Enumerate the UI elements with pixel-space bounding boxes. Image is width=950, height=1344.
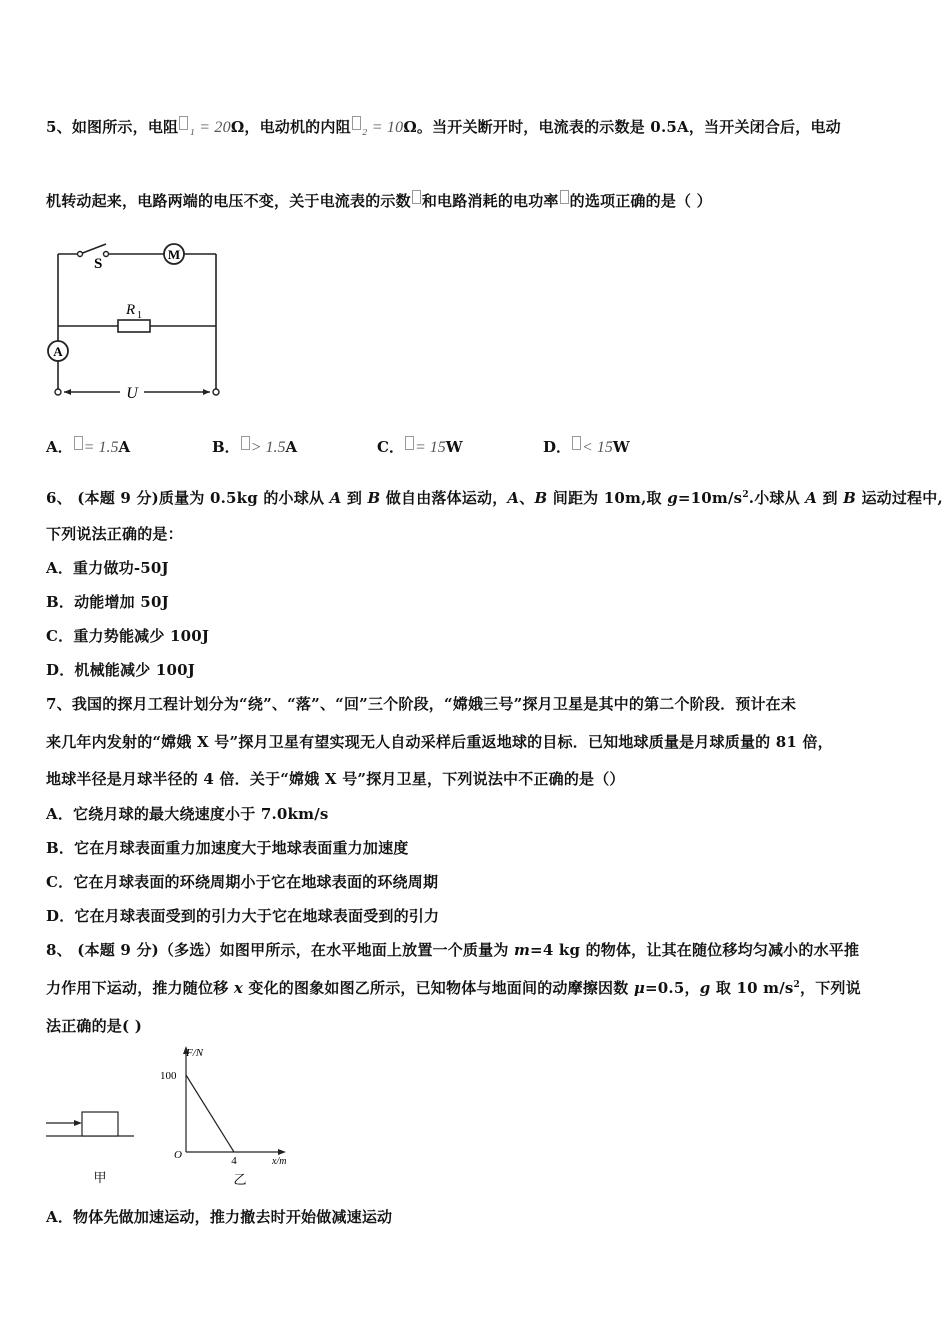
q5-text: 机转动起来，电路两端的电压不变，关于电流表的示数 — [46, 192, 411, 210]
missing-glyph-icon — [572, 436, 581, 450]
q7-line-1: 7、我国的探月工程计划分为“绕”、“落”、“回”三个阶段，“嫦娥三号”探月卫星是其中的第二个阶段．预计在未 — [46, 695, 797, 713]
motor-label: M — [167, 247, 181, 262]
q5-option-c: C． = 15W — [377, 438, 463, 456]
voltage-label: U — [126, 385, 138, 402]
q6-line-2: 下列说法正确的是： — [46, 525, 183, 543]
missing-glyph-icon — [560, 190, 569, 204]
graph-x-tick: 4 — [231, 1155, 237, 1167]
q7-line-3: 地球半径是月球半径的 4 倍．关于“嫦娥 X 号”探月卫星，下列说法中不正确的是（） — [46, 770, 625, 788]
graph-y-tick: 100 — [160, 1070, 177, 1082]
q5-text: 5、如图所示，电阻 — [46, 118, 179, 136]
q7-line-2: 来几年内发射的“嫦娥 X 号”探月卫星有望实现无人自动采样后重返地球的目标．已知地球质量是月球质量的 81 倍， — [46, 733, 833, 751]
resistor-subscript: 1 — [137, 310, 142, 321]
q5-text: Ω，电动机的内阻 — [230, 118, 351, 136]
figure-caption-jia: 甲 — [93, 1170, 107, 1185]
q5-line-2 — [46, 190, 712, 211]
q8-option-a: A．物体先做加速运动，推力撤去时开始做减速运动 — [46, 1208, 393, 1226]
missing-glyph-icon — [412, 190, 421, 204]
graph-origin: O — [174, 1149, 182, 1161]
missing-glyph-icon — [352, 116, 361, 130]
q8-line-1: 8、 (本题 9 分)（多选）如图甲所示，在水平地面上放置一个质量为 m=4 kg 的物体，让其在随位移均匀减小的水平推 — [46, 941, 860, 959]
missing-glyph-icon — [74, 436, 83, 450]
q6-option-c: C．重力势能减少 100J — [46, 627, 210, 645]
q7-option-a: A．它绕月球的最大绕速度小于 7.0km/s — [46, 805, 329, 823]
force-line — [186, 1075, 234, 1152]
ammeter-label: A — [53, 344, 63, 359]
q6-option-a: A．重力做功-50J — [46, 559, 169, 577]
q7-option-b: B．它在月球表面重力加速度大于地球表面重力加速度 — [46, 839, 409, 857]
missing-glyph-icon — [241, 436, 250, 450]
q7-option-d: D．它在月球表面受到的引力大于它在地球表面受到的引力 — [46, 907, 440, 925]
q5-option-b: B． > 1.5A — [212, 438, 298, 456]
q5-text: 的选项正确的是（ ） — [569, 192, 712, 210]
block-figure — [44, 1106, 140, 1186]
switch-label: S — [94, 256, 103, 272]
q5-option-a: A． = 1.5A — [46, 438, 131, 456]
graph-y-label: F/N — [186, 1047, 204, 1059]
circuit-diagram — [44, 236, 224, 406]
q6-line-1: 6、 (本题 9 分)质量为 0.5kg 的小球从 A 到 B 做自由落体运动，A、B 间距为 10m,取 $g=10m/s^2$.小球从 A 到 B 运动过程中, — [46, 489, 943, 507]
q5-option-d: D． < 15W — [543, 438, 630, 456]
r1-expression: ₁ = 20 — [189, 119, 231, 136]
figure-caption-yi: 乙 — [233, 1172, 247, 1187]
q5-text: 和电路消耗的电功率 — [421, 192, 559, 210]
q6-option-d: D．机械能减少 100J — [46, 661, 196, 679]
q5-text: Ω。当开关断开时，电流表的示数是 0.5A，当开关闭合后，电动 — [403, 118, 841, 136]
graph-x-label: x/m — [272, 1156, 287, 1167]
resistor-label: R — [126, 302, 136, 318]
q8-line-3: 法正确的是( ) — [46, 1017, 143, 1035]
force-displacement-graph — [158, 1040, 308, 1190]
q5-line-1 — [46, 116, 841, 137]
q6-option-b: B．动能增加 50J — [46, 593, 169, 611]
missing-glyph-icon — [179, 116, 188, 130]
q7-option-c: C．它在月球表面的环绕周期小于它在地球表面的环绕周期 — [46, 873, 439, 891]
q8-line-2: 力作用下运动，推力随位移 x 变化的图象如图乙所示，已知物体与地面间的动摩擦因数 μ=0.5，g 取 10 $m/s^2$，下列说 — [46, 979, 861, 997]
r2-expression: ₂ = 10 — [361, 119, 404, 136]
missing-glyph-icon — [405, 436, 414, 450]
